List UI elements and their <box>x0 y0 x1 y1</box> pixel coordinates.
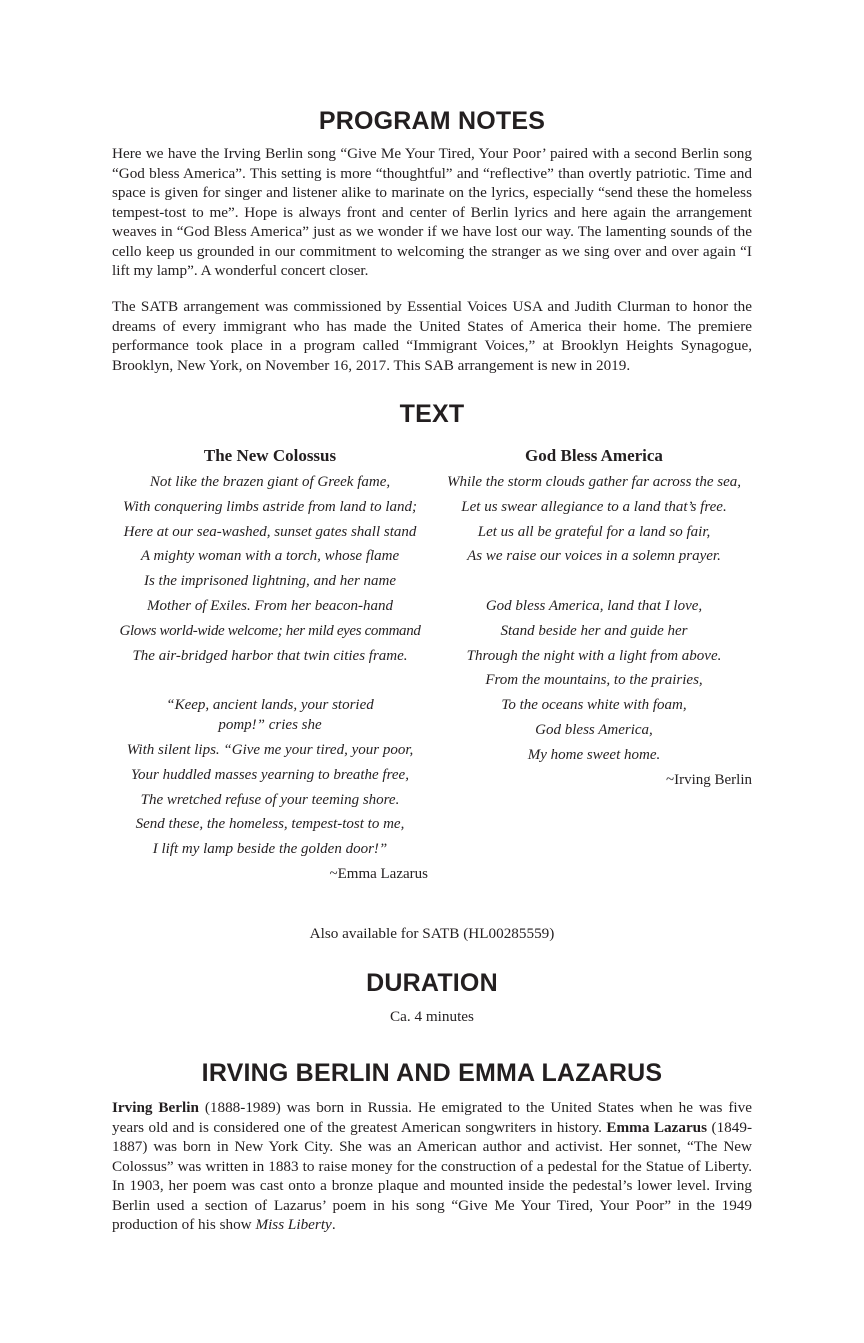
poem-line: Your huddled masses yearning to breathe free, <box>131 766 409 783</box>
emma-lazarus-name: Emma Lazarus <box>606 1118 708 1136</box>
stanza-break <box>436 571 752 591</box>
poem-line: Is the imprisoned lightning, and her name <box>143 573 397 590</box>
god-bless-america-author: ~Irving Berlin <box>665 771 752 788</box>
poem-line: God bless America, land that I love, <box>485 597 703 614</box>
poem-line: With silent lips. “Give me your tired, your poor, <box>126 741 414 758</box>
poem-line: A mighty woman with a torch, whose flame <box>140 548 400 565</box>
poem-line: I lift my lamp beside the golden door!” <box>152 841 388 858</box>
program-notes-heading: PROGRAM NOTES <box>318 107 546 135</box>
new-colossus-poem <box>112 472 428 859</box>
poem-line: Let us swear allegiance to a land that’s free. <box>461 498 727 515</box>
poem-line: While the storm clouds gather far across the sea, <box>446 474 741 490</box>
bio-text-3: . <box>331 1216 336 1233</box>
irving-berlin-name: Irving Berlin <box>112 1099 199 1116</box>
poem-line: With conquering limbs astride from land to land; <box>122 498 418 515</box>
bio-text-2: (1849-1887) was born in New York City. She was an American author and activist. Her sonnet, “The New Colossus” was written in 1883 to raise money for the construction of a pedestal for the Statue of Liberty. In 1903, her poem was cast onto a bronze plaque and mounted inside the pedestal’s lower level. Irving Berlin used a section of Lazarus’ poem in his song “Give Me Your Tired, Your Poor” in the 1949 production of his show <box>112 1118 752 1233</box>
poem-line: As we raise our voices in a solemn prayer. <box>467 548 721 565</box>
bio-text-1: (1888-1989) was born in Russia. He emigrated to the United States when he was five years old and is considered one of the greatest American songwriters in history. <box>112 1099 752 1136</box>
show-title: Miss Liberty <box>255 1216 332 1233</box>
poem-line: Send these, the homeless, tempest-tost to me, <box>135 816 405 833</box>
bio-heading: IRVING BERLIN AND EMMA LAZARUS <box>201 1059 663 1087</box>
duration-value: Ca. 4 minutes <box>390 1008 474 1025</box>
poem-line: Glows world-wide welcome; her mild eyes command <box>119 622 421 639</box>
text-heading: TEXT <box>399 400 465 428</box>
program-notes-paragraph-2: The SATB arrangement was commissioned by Essential Voices USA and Judith Clurman to honor the dreams of every immigrant who has made the United States of America their home. The premiere performance took place in a program called “Immigrant Voices,” at Brooklyn Heights Synagogue, Brooklyn, New York, on November 16, 2017. This SAB arrangement is new in 2019. <box>112 298 752 374</box>
poem-line: Mother of Exiles. From her beacon-hand <box>146 597 394 614</box>
god-bless-america-title: God Bless America <box>525 446 663 465</box>
poem-columns <box>112 445 752 884</box>
stanza-break <box>112 670 428 690</box>
new-colossus-column <box>112 445 428 884</box>
poem-line: God bless America, <box>535 721 653 738</box>
satb-availability: Also available for SATB (HL00285559) <box>309 925 555 942</box>
poem-line: Through the night with a light from above. <box>466 647 722 664</box>
god-bless-america-lyrics <box>436 472 752 765</box>
poem-line: Stand beside her and guide her <box>500 622 688 639</box>
new-colossus-title: The New Colossus <box>203 446 337 465</box>
poem-line: Let us all be grateful for a land so fair, <box>477 523 711 540</box>
poem-line: Here at our sea-washed, sunset gates shall stand <box>123 523 417 540</box>
poem-line: Not like the brazen giant of Greek fame, <box>149 474 391 490</box>
god-bless-america-column <box>436 445 752 884</box>
duration-heading: DURATION <box>366 969 498 997</box>
poem-line: The air-bridged harbor that twin cities frame. <box>132 647 408 664</box>
program-notes-paragraph-1: Here we have the Irving Berlin song “Give Me Your Tired, Your Poor’ paired with a second Berlin song “God bless America”. This setting is more “thoughtful” and “reflective” than overtly patriotic. Time and space is given for singer and listener alike to marinate on the lyrics, especially “send these the homeless tempest-tost to me”. Hope is always front and center of Berlin lyrics and here again the arrangement weaves in “God Bless America” just as we wonder if we have lost our way. The lamenting sounds of the cello keep us grounded in our commitment to welcoming the stranger as we sing over and over again “I lift my lamp”. A wonderful concert closer. <box>112 145 752 279</box>
poem-line: From the mountains, to the prairies, <box>485 672 703 689</box>
bio-paragraph <box>112 1098 752 1235</box>
poem-line: The wretched refuse of your teeming shore. <box>140 791 400 808</box>
poem-line: To the oceans white with foam, <box>501 697 687 714</box>
poem-line: My home sweet home. <box>527 746 661 763</box>
poem-line: “Keep, ancient lands, your storied pomp!” cries she <box>166 697 374 734</box>
new-colossus-author: ~Emma Lazarus <box>329 865 428 882</box>
